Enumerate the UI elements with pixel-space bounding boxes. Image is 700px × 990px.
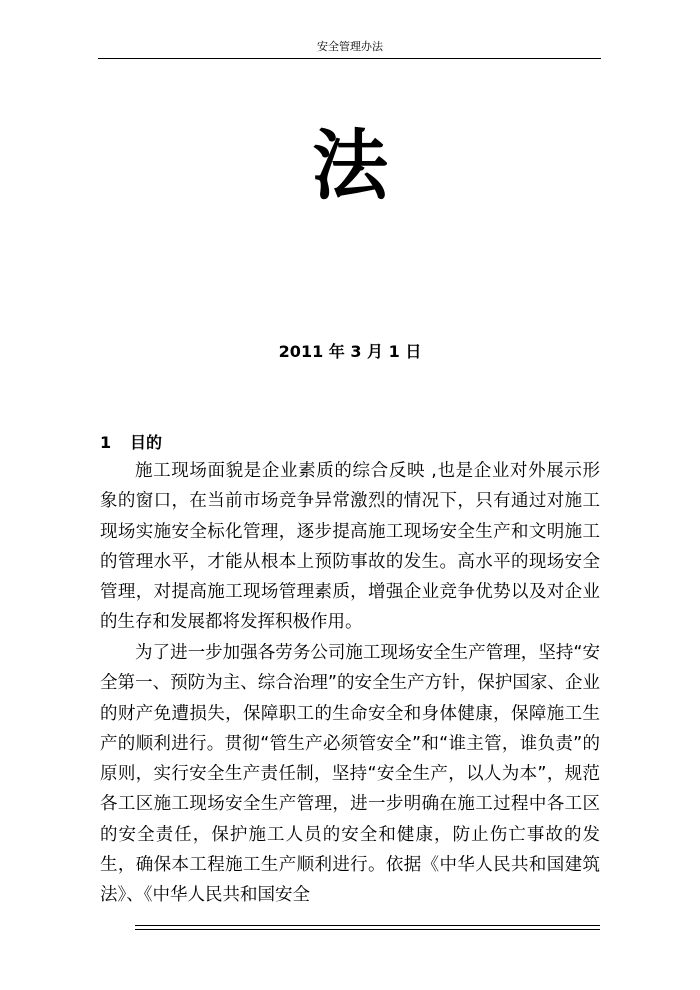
document-title: 法 (312, 121, 388, 210)
body-paragraph: 施工现场面貌是企业素质的综合反映 ,也是企业对外展示形象的窗口，在当前市场竞争异常激烈的情况下，只有通过对施工现场实施安全标化管理，逐步提高施工现场安全生产和文明施工的管理水平，才能从根本上预防事故的发生。高水平的现场安全管理，对提高施工现场管理素质，增强企业竞争优势以及对企业的生存和发展都将发挥积极作用。 (100, 461, 600, 633)
section-heading (100, 430, 162, 456)
footer-divider (135, 925, 600, 926)
running-header: 安全管理办法 (317, 40, 383, 53)
section-title: 目的 (130, 433, 163, 452)
document-date: 2011 年 3 月 1 日 (278, 342, 422, 361)
section-number: 1 (100, 433, 112, 452)
body-paragraph: 为了进一步加强各劳务公司施工现场安全生产管理，坚持“安全第一、预防为主、综合治理”的安全生产方针，保护国家、企业的财产免遭损失，保障职工的生命安全和身体健康，保障施工生产的顺利进行。贯彻“管生产必须管安全”和“谁主管，谁负责”的原则，实行安全生产责任制，坚持“安全生产，以人为本”，规范各工区施工现场安全生产管理，进一步明确在施工过程中各工区的安全责任，保护施工人员的安全和健康，防止伤亡事故的发生，确保本工程施工生产顺利进行。依据《中华人民共和国建筑法》、《中华人民共和国安全 (100, 643, 600, 906)
header-divider (98, 58, 601, 59)
footer-divider (135, 929, 600, 930)
